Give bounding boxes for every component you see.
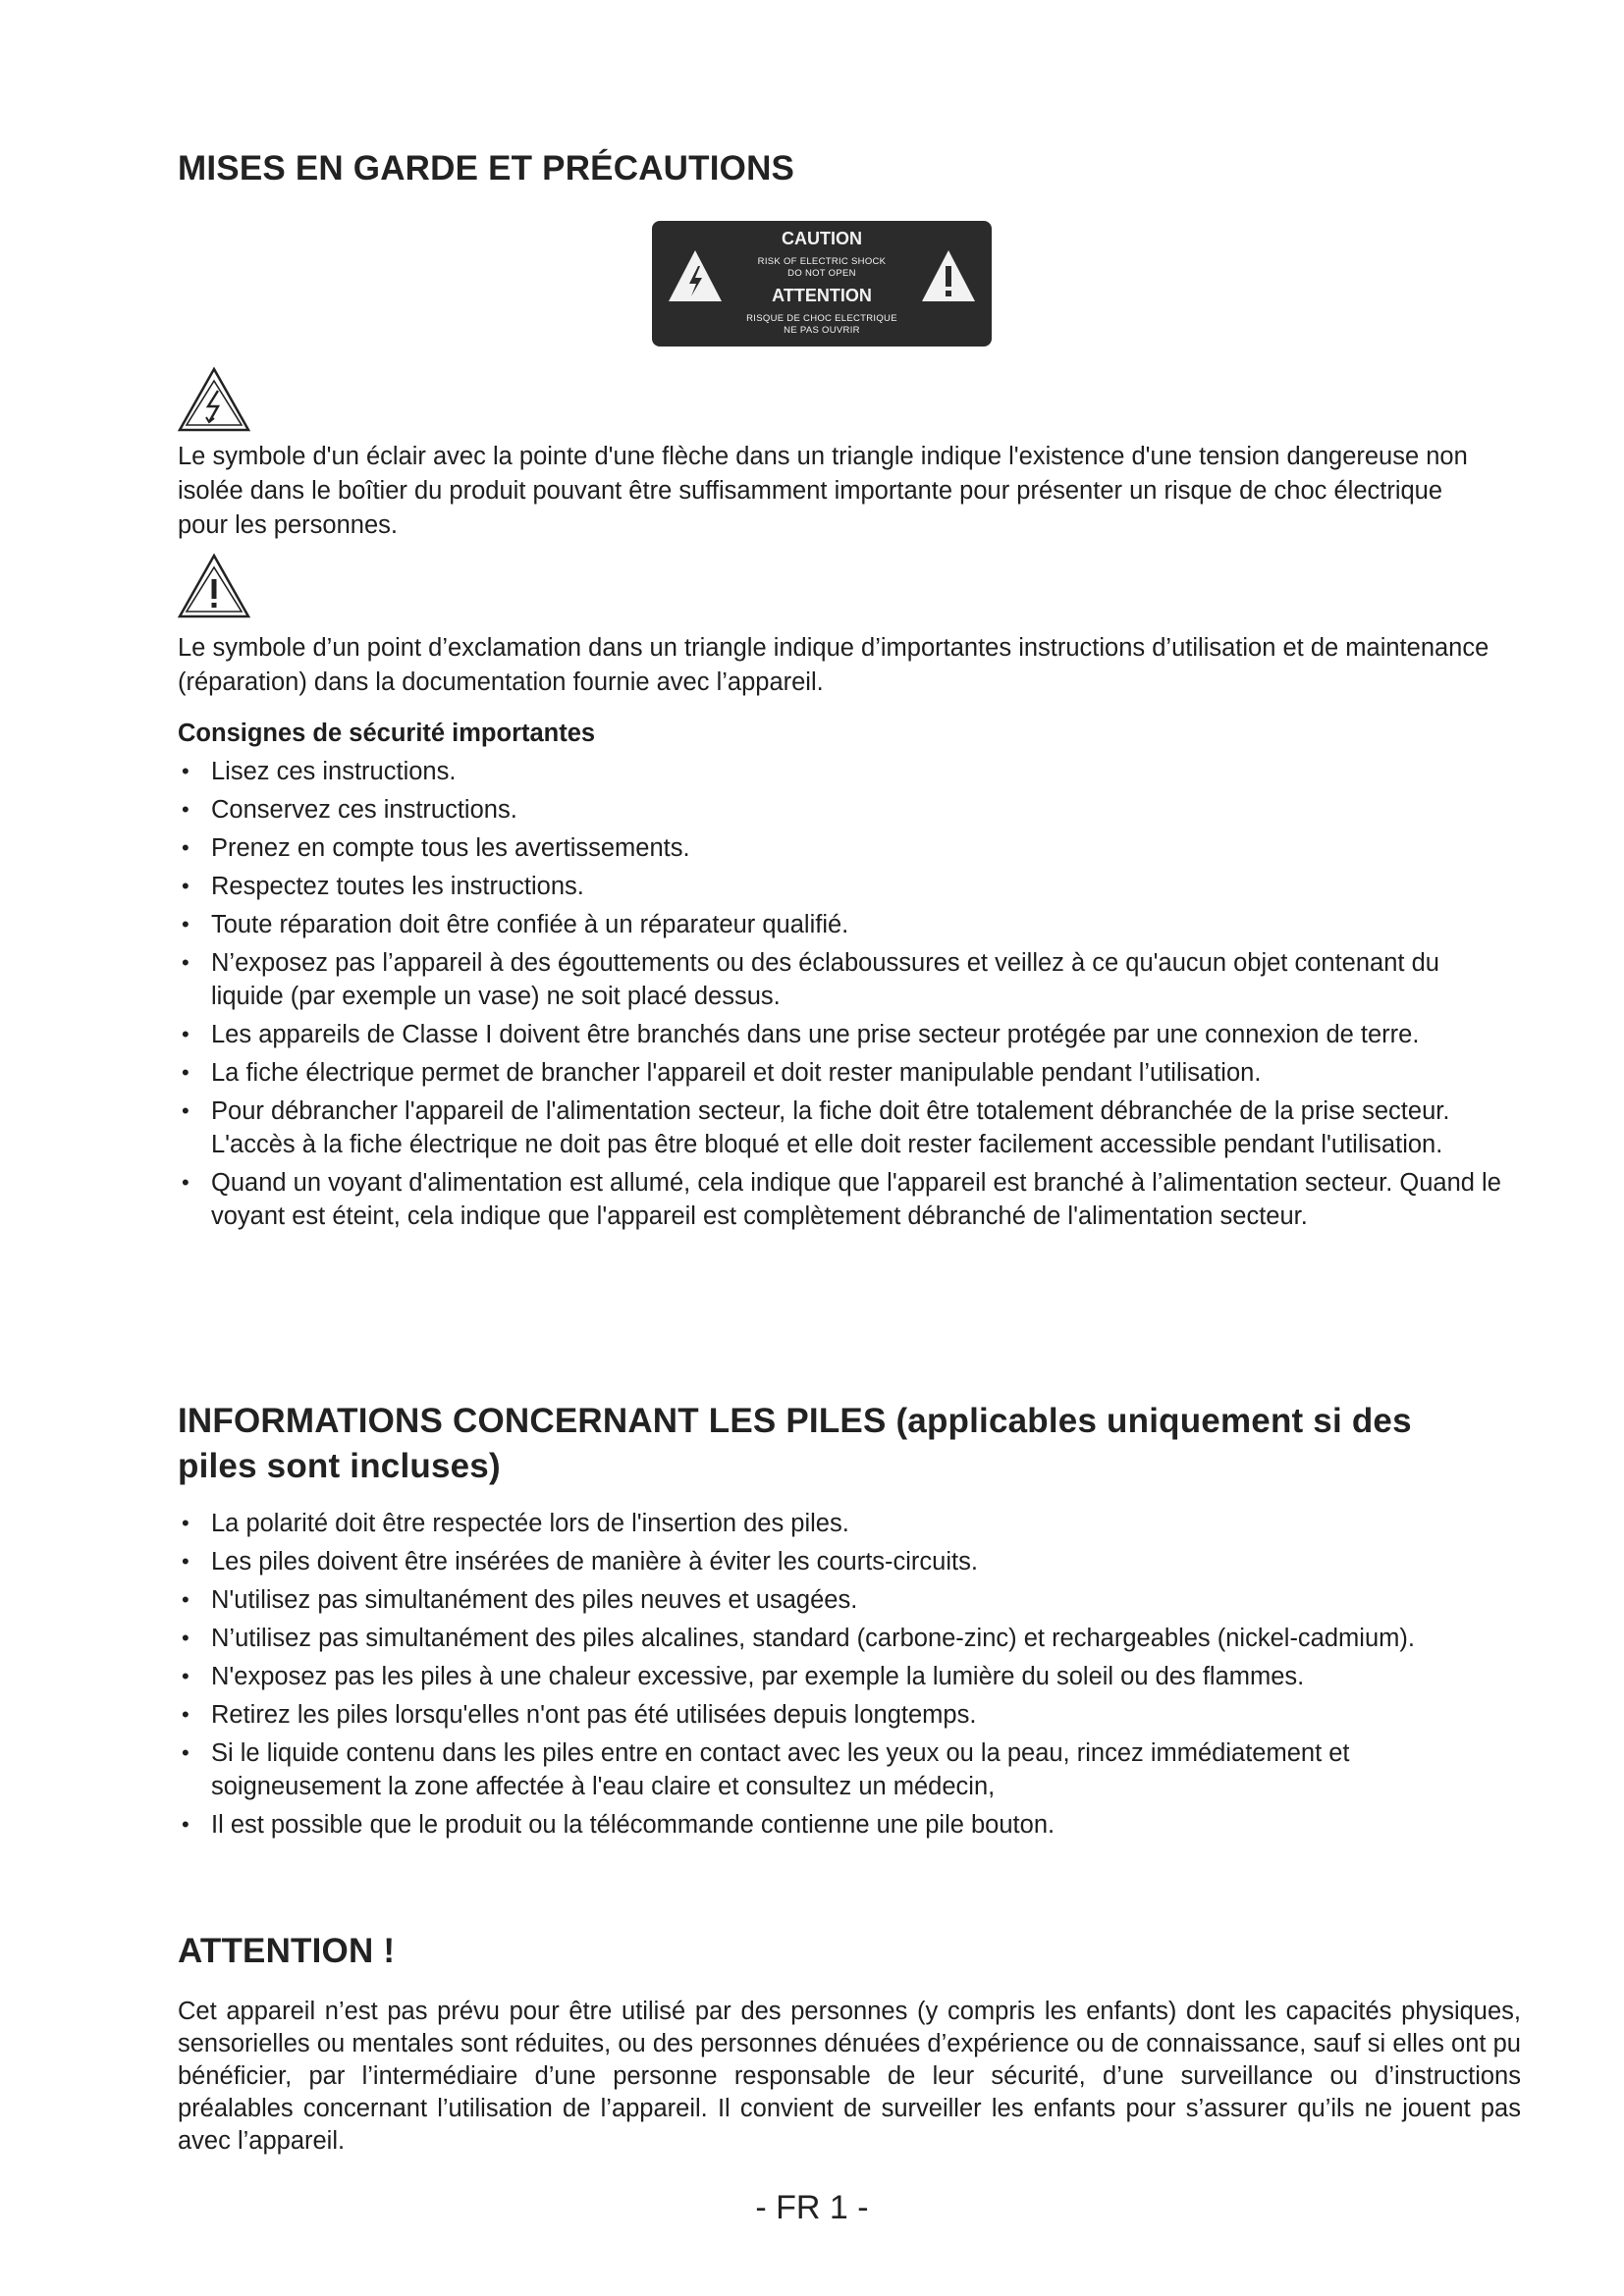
warnings-heading: MISES EN GARDE ET PRÉCAUTIONS <box>178 149 795 187</box>
safety-list <box>178 755 1513 1238</box>
attention-heading: ATTENTION ! <box>178 1932 396 1970</box>
lightning-triangle-icon <box>177 365 251 434</box>
list-item: • Lisez ces instructions. <box>178 755 1513 788</box>
list-item: • N’utilisez pas simultanément des piles alcalines, standard (carbone-zinc) et rechargeables (nickel-cadmium). <box>178 1622 1513 1655</box>
list-item: • Les piles doivent être insérées de manière à éviter les courts-circuits. <box>178 1545 1513 1578</box>
exclamation-triangle-icon <box>177 552 251 620</box>
list-item: • La polarité doit être respectée lors de l'insertion des piles. <box>178 1507 1513 1540</box>
exclamation-warning-icon <box>919 246 978 305</box>
list-item: • Retirez les piles lorsqu'elles n'ont pas été utilisées depuis longtemps. <box>178 1698 1513 1732</box>
caution-title: CAUTION <box>782 229 862 248</box>
battery-list <box>178 1507 1513 1846</box>
list-item: • Toute réparation doit être confiée à un réparateur qualifié. <box>178 908 1513 941</box>
lightning-warning-icon <box>666 246 725 305</box>
caution-risk-en-1: RISK OF ELECTRIC SHOCK <box>757 256 887 267</box>
caution-label <box>652 221 992 347</box>
exclamation-symbol-description: Le symbole d’un point d’exclamation dans un triangle indique d’importantes instructions d’utilisation et de maintenance (réparation) dans la documentation fournie avec l’appareil. <box>178 634 1489 696</box>
page-number: - FR 1 - <box>755 2189 869 2226</box>
list-item: • N'utilisez pas simultanément des piles neuves et usagées. <box>178 1583 1513 1617</box>
list-item: • Conservez ces instructions. <box>178 793 1513 827</box>
attention-title: ATTENTION <box>772 286 872 305</box>
list-item: • Prenez en compte tous les avertissements. <box>178 831 1513 865</box>
caution-risk-fr-1: RISQUE DE CHOC ELECTRIQUE <box>746 313 897 324</box>
list-item: • Respectez toutes les instructions. <box>178 870 1513 903</box>
attention-paragraph: Cet appareil n’est pas prévu pour être utilisé par des personnes (y compris les enfants) dont les capacités physiques, sensorielles ou mentales sont réduites, ou des personnes dénuées d’expérience ou de connaissance, sauf si elles ont pu bénéficier, par l’intermédiaire d’une personne responsable de leur sécurité, d’une surveillance ou d’instructions préalables concernant l’utilisation de l’appareil. Il convient de surveiller les enfants pour s’assurer qu’ils ne jouent pas avec l’appareil. <box>178 1998 1521 2155</box>
list-item: • Pour débrancher l'appareil de l'alimentation secteur, la fiche doit être totalement débranchée de la prise secteur. L'accès à la fiche électrique ne doit pas être bloqué et elle doit rester facilement accessible pendant l'utilisation. <box>178 1095 1513 1161</box>
lightning-symbol-description: Le symbole d'un éclair avec la pointe d'une flèche dans un triangle indique l'existence d'une tension dangereuse non isolée dans le boîtier du produit pouvant être suffisamment importante pour présenter un risque de choc électrique pour les personnes. <box>178 443 1468 539</box>
caution-risk-en-2: DO NOT OPEN <box>787 268 856 279</box>
list-item: • Si le liquide contenu dans les piles entre en contact avec les yeux ou la peau, rincez immédiatement et soigneusement la zone affectée à l'eau claire et consultez un médecin, <box>178 1736 1513 1803</box>
batteries-heading: INFORMATIONS CONCERNANT LES PILES (applicables uniquement si des piles sont incluses) <box>178 1402 1412 1485</box>
list-item: • Il est possible que le produit ou la télécommande contienne une pile bouton. <box>178 1808 1513 1842</box>
list-item: • N’exposez pas l’appareil à des égouttements ou des éclaboussures et veillez à ce qu'aucun objet contenant du liquide (par exemple un vase) ne soit placé dessus. <box>178 946 1513 1013</box>
list-item: • Quand un voyant d'alimentation est allumé, cela indique que l'appareil est branché à l’alimentation secteur. Quand le voyant est éteint, cela indique que l'appareil est complètement débranché de l'alimentation secteur. <box>178 1166 1513 1233</box>
list-item: • N'exposez pas les piles à une chaleur excessive, par exemple la lumière du soleil ou des flammes. <box>178 1660 1513 1693</box>
caution-risk-fr-2: NE PAS OUVRIR <box>784 325 860 336</box>
safety-heading: Consignes de sécurité importantes <box>178 720 596 747</box>
list-item: • Les appareils de Classe I doivent être branchés dans une prise secteur protégée par une connexion de terre. <box>178 1018 1513 1051</box>
list-item: • La fiche électrique permet de brancher l'appareil et doit rester manipulable pendant l’utilisation. <box>178 1056 1513 1090</box>
